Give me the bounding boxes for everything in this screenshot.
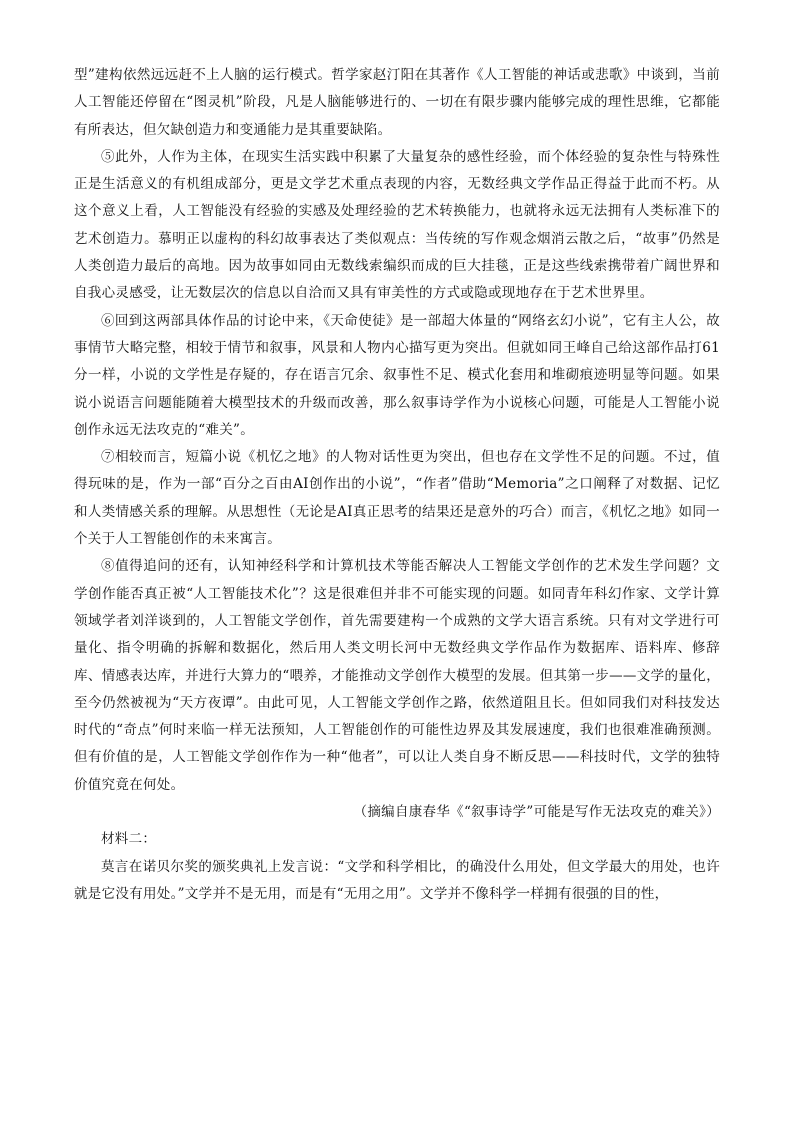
document-page	[74, 62, 720, 908]
paragraph-continuation: 型”建构依然远远赶不上人脑的运行模式。哲学家赵汀阳在其著作《人工智能的神话或悲歌》中谈到，当前人工智能还停留在“图灵机”阶段，凡是人脑能够进行的、一切在有限步骤内能够完成的理性思维，它都能有所表达，但欠缺创造力和变通能力是其重要缺陷。	[74, 67, 720, 138]
paragraph-8: ⑧值得追问的还有，认知神经科学和计算机技术等能否解决人工智能文学创作的艺术发生学问题？文学创作能否真正被“人工智能技术化”？这是很难但并非不可能实现的问题。如同青年科幻作家、文学计算领域学者刘洋谈到的，人工智能文学创作，首先需要建构一个成熟的文学大语言系统。只有对文学进行可量化、指令明确的拆解和数据化，然后用人类文明长河中无数经典文学作品作为数据库、语料库、修辞库、情感表达库，并进行大算力的“喂养，才能推动文学创作大模型的发展。但其第一步——文学的量化，至今仍然被视为“天方夜谭”。由此可见，人工智能文学创作之路，依然道阻且长。但如同我们对科技发达时代的“奇点”何时来临一样无法预知，人工智能创作的可能性边界及其发展速度，我们也很难准确预测。但有价值的是，人工智能文学创作作为一种“他者”，可以让人类自身不断反思——科技时代，文学的独特价值究竟在何处。	[74, 558, 720, 793]
paragraph-7: ⑦相较而言，短篇小说《机忆之地》的人物对话性更为突出，但也存在文学性不足的问题。不过，值得玩味的是，作为一部“百分之百由AI创作出的小说”，“作者”借助“Memoria”之口阐释了对数据、记忆和人类情感关系的理解。从思想性（无论是AI真正思考的结果还是意外的巧合）而言，《机忆之地》如同一个关于人工智能创作的未来寓言。	[74, 449, 720, 548]
material-two-paragraph: 莫言在诺贝尔奖的颁奖典礼上发言说：“文学和科学相比，的确没什么用处，但文学最大的用处，也许就是它没有用处。”文学并不是无用，而是有“无用之用”。文学并不像科学一样拥有很强的目的性，	[74, 858, 720, 902]
material-two-label: 材料二：	[101, 831, 157, 848]
source-citation: （摘编自康春华《“叙事诗学”可能是写作无法攻克的难关》）	[353, 804, 720, 821]
paragraph-6: ⑥回到这两部具体作品的讨论中来，《天命使徒》是一部超大体量的“网络玄幻小说”，它有主人公，故事情节大略完整，相较于情节和叙事，风景和人物内心描写更为突出。但就如同王峰自己给这部作品打61分一样，小说的文学性是存疑的，存在语言冗余、叙事性不足、模式化套用和堆砌痕迹明显等问题。如果说小说语言问题能随着大模型技术的升级而改善，那么叙事诗学作为小说核心问题，可能是人工智能小说创作永远无法攻克的“难关”。	[74, 312, 720, 438]
paragraph-5: ⑤此外，人作为主体，在现实生活实践中积累了大量复杂的感性经验，而个体经验的复杂性与特殊性正是生活意义的有机组成部分，更是文学艺术重点表现的内容，无数经典文学作品正得益于此而不朽。从这个意义上看，人工智能没有经验的实感及处理经验的艺术转换能力，也就将永远无法拥有人类标准下的艺术创造力。慕明正以虚构的科幻故事表达了类似观点：当传统的写作观念烟消云散之后，“故事”仍然是人类创造力最后的高地。因为故事如同由无数线索编织而成的巨大挂毯，正是这些线索携带着广阔世界和自我心灵感受，让无数层次的信息以自洽而又具有审美性的方式或隐或现地存在于艺术世界里。	[74, 148, 720, 302]
